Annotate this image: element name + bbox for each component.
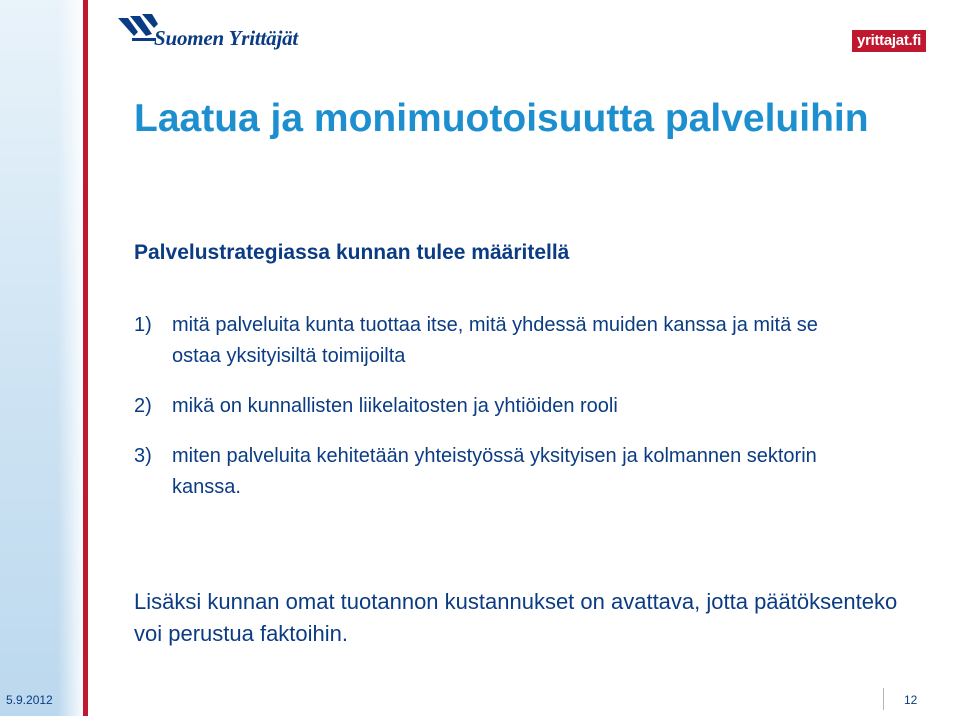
slide-subtitle: Palvelustrategiassa kunnan tulee määritellä	[134, 241, 570, 264]
list-item-text: miten palveluita kehitetään yhteistyössä yksityisen ja kolmannen sektorin kanssa.	[172, 445, 817, 498]
suomen-yrittajat-logo	[118, 14, 318, 54]
list-item-number: 1)	[134, 314, 152, 336]
list-item-text: mitä palveluita kunta tuottaa itse, mitä yhdessä muiden kanssa ja mitä se ostaa yksityisiltä toimijoilta	[172, 314, 818, 367]
page-number: 12	[904, 693, 918, 707]
left-decorative-band	[0, 0, 83, 716]
footer-date: 5.9.2012	[6, 693, 53, 707]
left-red-rule	[83, 0, 88, 716]
list-item	[134, 391, 854, 422]
list-item-text: mikä on kunnallisten liikelaitosten ja yhtiöiden rooli	[172, 395, 618, 417]
logo-text: Suomen Yrittäjät	[154, 26, 299, 50]
list-item-number: 3)	[134, 445, 152, 467]
list-item-number: 2)	[134, 395, 152, 417]
list-item	[134, 310, 854, 372]
yrittajat-fi-badge: yrittajat.fi	[852, 30, 926, 52]
slide-title: Laatua ja monimuotoisuutta palveluihin	[134, 97, 869, 140]
footer-divider	[883, 688, 884, 710]
slide-note: Lisäksi kunnan omat tuotannon kustannukset on avattava, jotta päätöksenteko voi perustua faktoihin.	[134, 589, 898, 646]
strategy-list	[134, 310, 854, 503]
logo-mark-icon	[118, 14, 158, 48]
list-item	[134, 441, 854, 503]
